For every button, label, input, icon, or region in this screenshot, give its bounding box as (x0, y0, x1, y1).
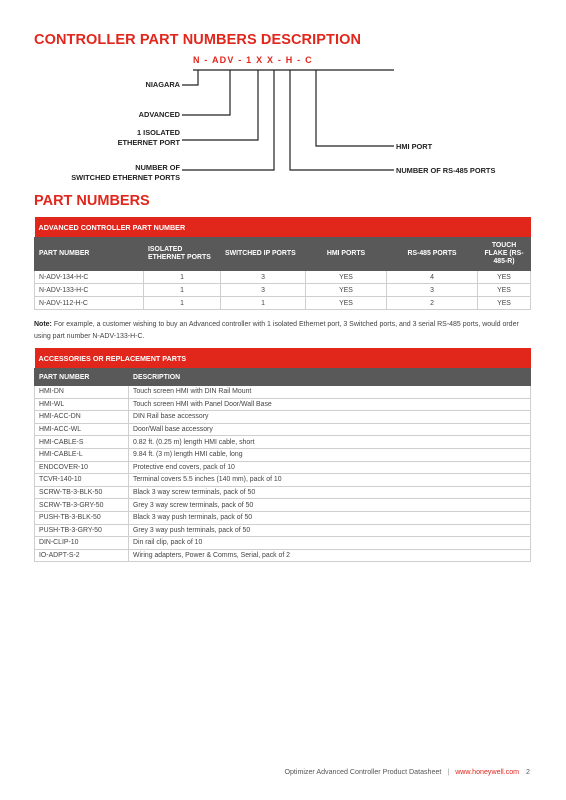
col-header: RS-485 PORTS (387, 238, 478, 271)
cell: Grey 3 way push terminals, pack of 50 (129, 524, 531, 537)
table-row (35, 436, 531, 449)
table-row (35, 284, 531, 297)
label-isolated-ethernet (60, 128, 180, 148)
page-footer (284, 768, 530, 776)
footer-doc-title: Optimizer Advanced Controller Product Datasheet (284, 768, 442, 776)
cell: HMI-ACC-WL (35, 423, 129, 436)
label-isolated-line2: ETHERNET PORT (117, 138, 180, 147)
controller-part-number-table (34, 217, 531, 310)
table-row (35, 423, 531, 436)
table-row (35, 386, 531, 399)
note-paragraph (34, 319, 524, 343)
cell: Wiring adapters, Power & Comms, Serial, pack of 2 (129, 549, 531, 562)
table-title: ADVANCED CONTROLLER PART NUMBER (35, 217, 531, 238)
cell: YES (306, 297, 387, 310)
table-row (35, 511, 531, 524)
cell: HMI-ACC-DN (35, 411, 129, 424)
table-row (35, 524, 531, 537)
footer-separator: | (447, 768, 450, 776)
section-heading-part-numbers: PART NUMBERS (34, 193, 150, 209)
cell: Terminal covers 5.5 inches (140 mm), pack of 10 (129, 474, 531, 487)
cell: 1 (221, 297, 306, 310)
col-header: TOUCH FLAKE (RS-485-R) (478, 238, 531, 271)
table-row (35, 297, 531, 310)
cell: Black 3 way screw terminals, pack of 50 (129, 486, 531, 499)
cell: 9.84 ft. (3 m) length HMI cable, long (129, 448, 531, 461)
part-number-code: N - ADV - 1 X X - H - C (193, 55, 313, 65)
label-switched-ports (30, 163, 180, 183)
cell: 2 (387, 297, 478, 310)
cell: IO-ADPT-S-2 (35, 549, 129, 562)
label-advanced: ADVANCED (138, 110, 180, 119)
table-row (35, 398, 531, 411)
table-row (35, 271, 531, 284)
cell: 1 (144, 271, 221, 284)
note-label: Note: (34, 321, 52, 328)
col-header: HMI PORTS (306, 238, 387, 271)
cell: YES (306, 271, 387, 284)
label-isolated-line1: 1 ISOLATED (137, 128, 180, 137)
label-rs485-ports: NUMBER OF RS-485 PORTS (396, 166, 496, 175)
cell: YES (306, 284, 387, 297)
cell: N-ADV-134-H-C (35, 271, 144, 284)
col-header: ISOLATED ETHERNET PORTS (144, 238, 221, 271)
label-switched-line1: NUMBER OF (135, 163, 180, 172)
page-number: 2 (526, 768, 530, 776)
cell: N-ADV-133-H-C (35, 284, 144, 297)
cell: Door/Wall base accessory (129, 423, 531, 436)
table-row (35, 537, 531, 550)
cell: 3 (387, 284, 478, 297)
table-row (35, 411, 531, 424)
col-header: PART NUMBER (35, 369, 129, 386)
cell: YES (478, 297, 531, 310)
label-niagara: NIAGARA (145, 80, 180, 89)
footer-url-link[interactable]: www.honeywell.com (455, 768, 520, 776)
cell: HMI-CABLE-L (35, 448, 129, 461)
accessories-table (34, 348, 531, 562)
cell: 3 (221, 271, 306, 284)
table-row (35, 461, 531, 474)
cell: Din rail clip, pack of 10 (129, 537, 531, 550)
cell: TCVR-140-10 (35, 474, 129, 487)
cell: Touch screen HMI with DIN Rail Mount (129, 386, 531, 399)
note-text: For example, a customer wishing to buy an Advanced controller with 1 isolated Ethernet port, 3 Switched ports, and 3 serial RS-485 ports, would order using part number N-ADV-133-H-C. (34, 321, 519, 340)
cell: Black 3 way push terminals, pack of 50 (129, 511, 531, 524)
cell: HMI-CABLE-S (35, 436, 129, 449)
col-header: PART NUMBER (35, 238, 144, 271)
cell: Grey 3 way screw terminals, pack of 50 (129, 499, 531, 512)
table-row (35, 499, 531, 512)
cell: 4 (387, 271, 478, 284)
col-header: SWITCHED IP PORTS (221, 238, 306, 271)
cell: PUSH-TB-3-BLK-50 (35, 511, 129, 524)
cell: SCRW-TB-3-GRY-50 (35, 499, 129, 512)
cell: DIN Rail base accessory (129, 411, 531, 424)
table-row (35, 549, 531, 562)
cell: SCRW-TB-3-BLK-50 (35, 486, 129, 499)
cell: DIN-CLIP-10 (35, 537, 129, 550)
cell: 0.82 ft. (0.25 m) length HMI cable, short (129, 436, 531, 449)
page-title: CONTROLLER PART NUMBERS DESCRIPTION (34, 32, 362, 48)
cell: HMI-WL (35, 398, 129, 411)
cell: PUSH-TB-3-GRY-50 (35, 524, 129, 537)
label-hmi-port: HMI PORT (396, 142, 433, 151)
cell: YES (478, 271, 531, 284)
cell: ENDCOVER-10 (35, 461, 129, 474)
table-row (35, 486, 531, 499)
cell: HMI-DN (35, 386, 129, 399)
cell: N-ADV-112-H-C (35, 297, 144, 310)
cell: Protective end covers, pack of 10 (129, 461, 531, 474)
table-row (35, 474, 531, 487)
cell: Touch screen HMI with Panel Door/Wall Base (129, 398, 531, 411)
col-header: DESCRIPTION (129, 369, 531, 386)
cell: 1 (144, 297, 221, 310)
cell: YES (478, 284, 531, 297)
table-row (35, 448, 531, 461)
table-title: ACCESSORIES OR REPLACEMENT PARTS (35, 348, 531, 369)
cell: 1 (144, 284, 221, 297)
cell: 3 (221, 284, 306, 297)
label-switched-line2: SWITCHED ETHERNET PORTS (71, 173, 180, 182)
